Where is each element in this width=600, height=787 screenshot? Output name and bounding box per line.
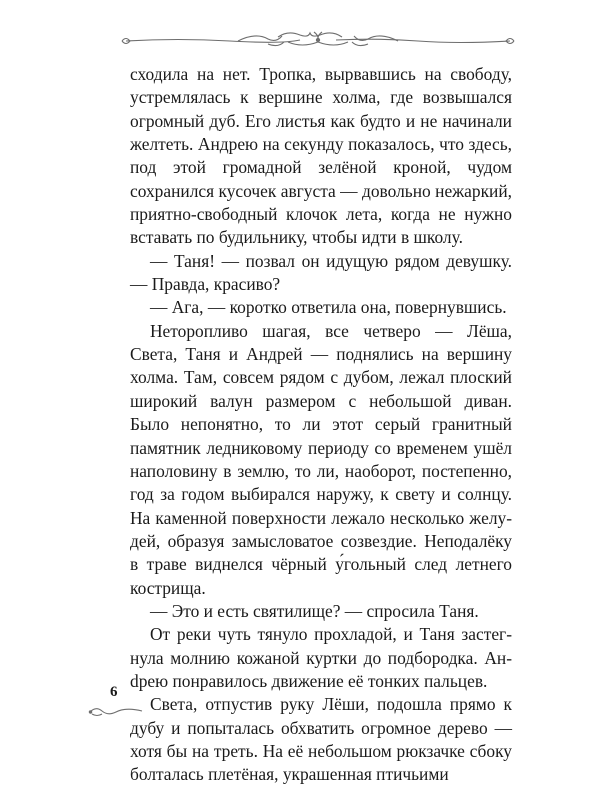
paragraph: — Таня! — позвал он идущую рядом девушку. — Правда, красиво? [130, 250, 512, 295]
page-number: 6 [110, 684, 118, 700]
paragraph: сходила на нет. Тропка, вырвавшись на свободу, устремлялась к вершине холма, где возвышался огромный дуб. Его листья как будто и не начинали желтеть. Андрею на секунду показалось, что здесь, под этой громадной зелёной кроной, чудом сохранился кусочек августа — довольно нежаркий, приятно-свободный клочок лета, когда не нужно вставать по будильнику, чтобы идти в школу. [130, 64, 512, 248]
paragraph: Света, отпустив руку Лёши, подошла прямо к дубу и попыталась обхватить огромное дерево — хотя бы на треть. На её небольшом рюкзачке сбоку болталась плетёная, украшенная птичьими [130, 694, 512, 785]
top-ornament-icon [118, 28, 518, 52]
bottom-ornament-icon [88, 702, 144, 718]
paragraph: Неторопливо шагая, все четверо — Лёша, Света, Таня и Андрей — поднялись на вершину холма. Там, совсем рядом с дубом, лежал плоский широкий валун размером с небольшой диван. Было непонятно, то ли этот серый гранитный памятник ледниковому периоду со временем ушёл наполовину в землю, то ли, наоборот, постепенно, год за годом выбирался наружу, к свету и солнцу. На каменной поверхности лежало несколько желудей, образуя замысловатое созвездие. Неподалёку в траве виднелся чёрный у́гольный след летнего кострища. [130, 320, 512, 598]
main-text [130, 63, 512, 787]
paragraph: От реки чуть тянуло прохладой, и Таня застегнула молнию кожаной куртки до подбородка. Анdрею понравилось движение её тонких пальцев. [130, 624, 512, 691]
page-footer [88, 684, 148, 724]
paragraph: — Это и есть святилище? — спросила Таня. [150, 600, 479, 621]
paragraph: — Ага, — коротко ответила она, повернувшись. [150, 297, 507, 318]
